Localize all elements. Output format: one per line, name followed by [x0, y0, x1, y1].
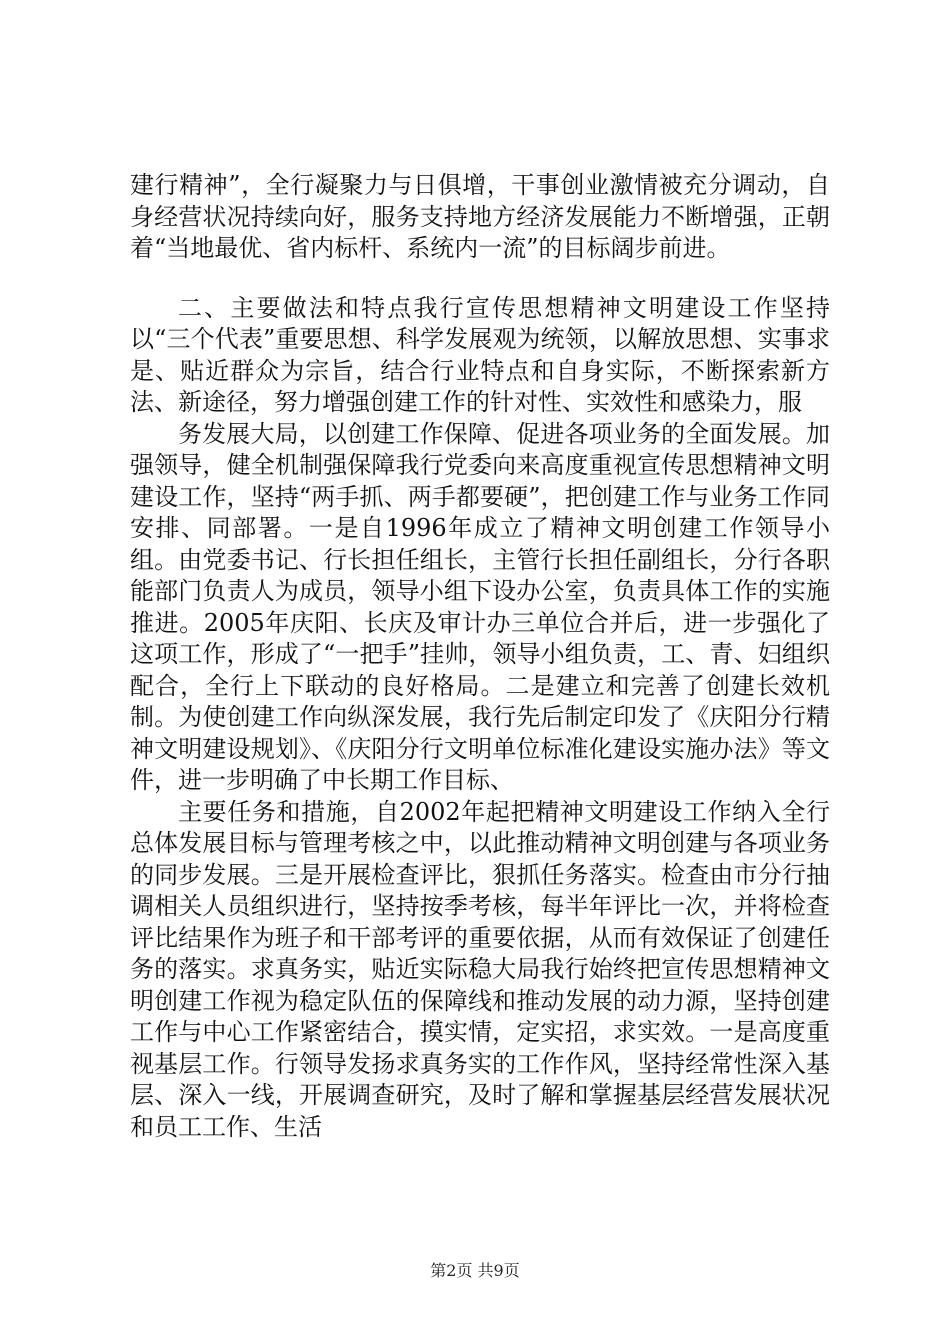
page-footer: 第2页 共9页: [430, 1261, 520, 1280]
document-body: [130, 170, 830, 1143]
paragraph-2: 二、主要做法和特点我行宣传思想精神文明建设工作坚持以“三个代表”重要思想、科学发展观为统领，以解放思想、实事求是、贴近群众为宗旨，结合行业特点和自身实际，不断探索新方法、新途径，努力增强创建工作的针对性、实效性和感染力，服: [130, 293, 830, 416]
paragraph-4: 主要任务和措施，自2002年起把精神文明建设工作纳入全行总体发展目标与管理考核之中，以此推动精神文明创建与各项业务的同步发展。三是开展检查评比，狠抓任务落实。检查由市分行抽调相关人员组织进行，坚持按季考核，每半年评比一次，并将检查评比结果作为班子和干部考评的重要依据，从而有效保证了创建任务的落实。求真务实，贴近实际稳大局我行始终把宣传思想精神文明创建工作视为稳定队伍的保障线和推动发展的动力源，坚持创建工作与中心工作紧密结合，摸实情，定实招，求实效。一是高度重视基层工作。行领导发扬求真务实的工作作风，坚持经常性深入基层、深入一线，开展调查研究，及时了解和掌握基层经营发展状况和员工工作、生活: [130, 797, 830, 1141]
paragraph-3: 务发展大局，以创建工作保障、促进各项业务的全面发展。加强领导，健全机制强保障我行党委向来高度重视宣传思想精神文明建设工作，坚持“两手抓、两手都要硬”，把创建工作与业务工作同安排、同部署。一是自1996年成立了精神文明创建工作领导小组。由党委书记、行长担任组长，主管行长担任副组长，分行各职能部门负责人为成员，领导小组下设办公室，负责具体工作的实施推进。2005年庆阳、长庆及审计办三单位合并后，进一步强化了这项工作，形成了“一把手”挂帅，领导小组负责，工、青、妇组织配合，全行上下联动的良好格局。二是建立和完善了创建长效机制。为使创建工作向纵深发展，我行先后制定印发了《庆阳分行精神文明建设规划》、《庆阳分行文明单位标准化建设实施办法》等文件，进一步明确了中长期工作目标、: [130, 419, 830, 794]
paragraph-1: 建行精神”，全行凝聚力与日俱增，干事创业激情被充分调动，自身经营状况持续向好，服务支持地方经济发展能力不断增强，正朝着“当地最优、省内标杆、系统内一流”的目标阔步前进。: [130, 171, 830, 262]
